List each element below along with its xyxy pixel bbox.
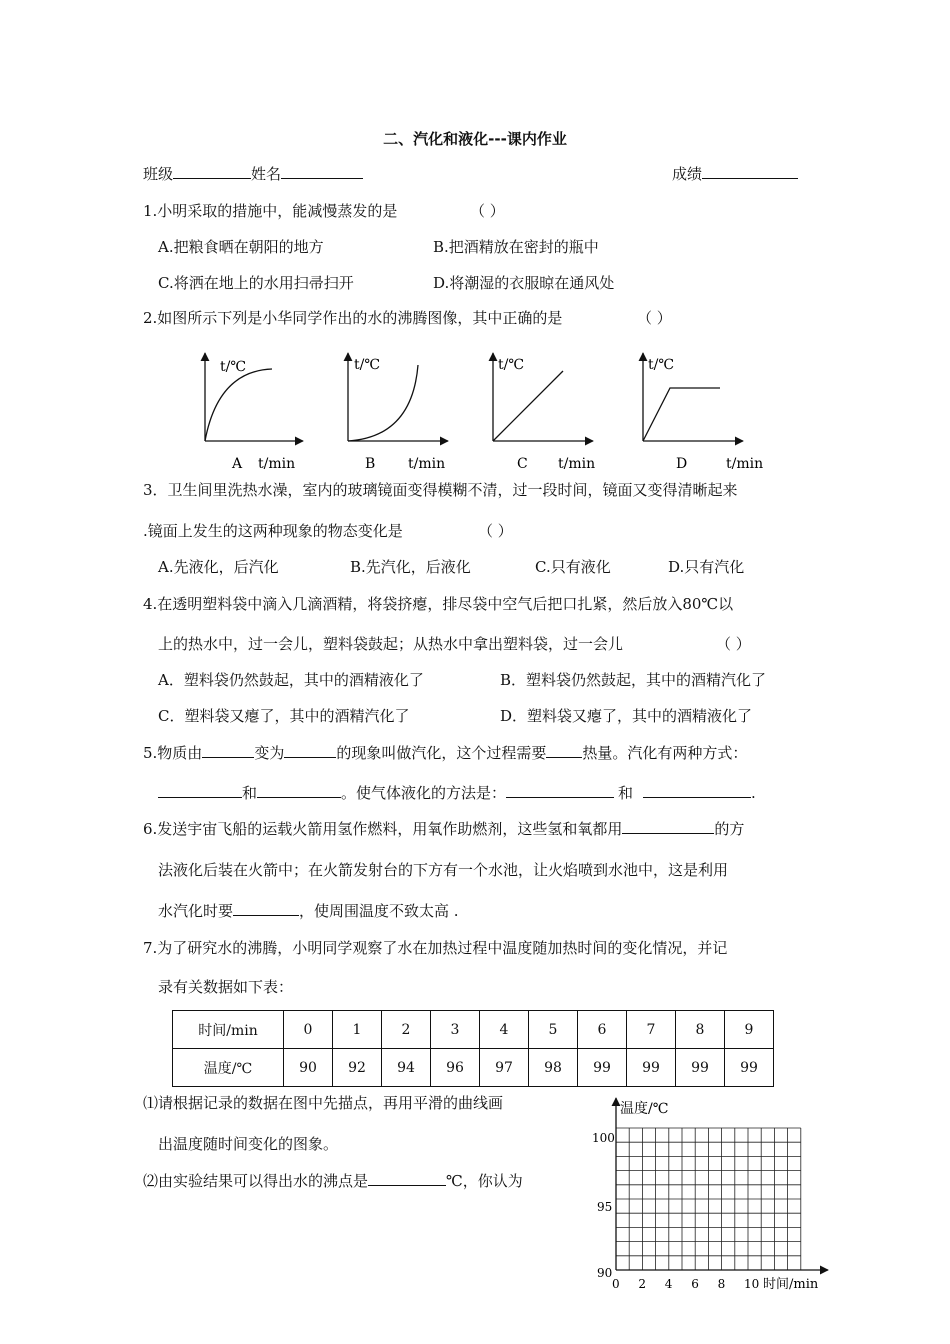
- graph-a-ylabel: t/℃: [220, 359, 247, 375]
- class-blank[interactable]: [173, 164, 251, 179]
- graph-d: [643, 353, 763, 472]
- table-cell: 9: [725, 1011, 774, 1049]
- q3-option-d: D.只有汽化: [668, 558, 745, 576]
- grid-chart[interactable]: [588, 1092, 838, 1297]
- q2-stem: 2.如图所示下列是小华同学作出的水的沸腾图像，其中正确的是: [143, 309, 563, 327]
- grid-xticks: [612, 1277, 759, 1291]
- graph-b-letter: B: [365, 456, 376, 472]
- q5-blank-4[interactable]: [158, 783, 242, 798]
- q6-line2: 法液化后装在火箭中；在火箭发射台的下方有一个水池，让火焰喷到水池中，这是利用: [158, 861, 729, 879]
- q5-line2: [158, 782, 756, 803]
- q5-text-1: 5.物质由: [143, 744, 203, 762]
- class-name-line: [143, 163, 363, 184]
- q7-sub2-line: [143, 1170, 523, 1191]
- table-cell: 99: [627, 1049, 676, 1087]
- q4-paren: （ ）: [716, 635, 751, 653]
- name-label: 姓名: [251, 165, 282, 183]
- table-cell: 99: [676, 1049, 725, 1087]
- table-cell: 3: [431, 1011, 480, 1049]
- table-cell: 2: [382, 1011, 431, 1049]
- q5-text-8: .: [751, 784, 756, 802]
- q5-text-4: 热量。汽化有两种方式：: [582, 744, 748, 762]
- q1-paren: （ ）: [470, 202, 505, 220]
- q3-line2: .镜面上发生的这两种现象的物态变化是: [143, 522, 403, 540]
- q4-option-d: D．塑料袋又瘪了，其中的酒精液化了: [500, 707, 753, 725]
- table-row-time: [173, 1011, 774, 1049]
- graph-d-xlabel: t/min: [726, 456, 764, 472]
- q4-option-a: A．塑料袋仍然鼓起，其中的酒精液化了: [158, 671, 424, 689]
- grid-ylabel: 温度/℃: [620, 1101, 669, 1117]
- table-cell: 92: [333, 1049, 382, 1087]
- q6-text-4: ，使周围温度不致太高 .: [299, 902, 459, 920]
- q7-sub2-text-2: ℃，你认为: [446, 1172, 523, 1190]
- q6-blank-2[interactable]: [233, 901, 299, 916]
- table-cell: 0: [284, 1011, 333, 1049]
- q6-blank-1[interactable]: [622, 819, 714, 834]
- q4-option-c: C．塑料袋又瘪了，其中的酒精汽化了: [158, 707, 410, 725]
- graph-b: [348, 353, 448, 472]
- class-label: 班级: [143, 165, 174, 183]
- grid-xtick: 6: [691, 1277, 699, 1291]
- table-cell: 7: [627, 1011, 676, 1049]
- q1-stem-text: 1.小明采取的措施中，能减慢蒸发的是: [143, 202, 398, 220]
- graph-d-letter: D: [676, 456, 688, 472]
- name-blank[interactable]: [281, 164, 363, 179]
- q6-text-3: 水汽化时要: [158, 902, 234, 920]
- q4-line2: 上的热水中，过一会儿，塑料袋鼓起；从热水中拿出塑料袋，过一会儿: [158, 635, 624, 653]
- table-row-temp: [173, 1049, 774, 1087]
- q5-line1: [143, 742, 747, 763]
- score-label: 成绩: [672, 165, 703, 183]
- q5-blank-1[interactable]: [202, 743, 254, 758]
- q5-text-7: 和: [618, 784, 634, 802]
- table-cell: 98: [529, 1049, 578, 1087]
- data-table: [172, 1010, 774, 1087]
- graph-b-curve: [348, 365, 418, 441]
- score-blank[interactable]: [702, 164, 798, 179]
- table-cell: 96: [431, 1049, 480, 1087]
- q1-option-d: D.将潮湿的衣服晾在通风处: [433, 274, 615, 292]
- graph-d-line: [643, 388, 720, 441]
- q1-option-a: A.把粮食晒在朝阳的地方: [158, 238, 324, 256]
- table-cell: 8: [676, 1011, 725, 1049]
- table-cell: 5: [529, 1011, 578, 1049]
- q3-option-a: A.先液化，后汽化: [158, 558, 279, 576]
- table-cell: 99: [725, 1049, 774, 1087]
- q6-line1: [143, 818, 744, 839]
- q5-text-2: 变为: [254, 744, 285, 762]
- q1-stem: [143, 200, 397, 221]
- q5-blank-3[interactable]: [546, 743, 582, 758]
- table-cell: 1: [333, 1011, 382, 1049]
- q2-paren: （ ）: [637, 309, 672, 327]
- graph-c-letter: C: [517, 456, 528, 472]
- table-cell: 6: [578, 1011, 627, 1049]
- graph-a-letter: A: [232, 456, 243, 472]
- table-cell: 97: [480, 1049, 529, 1087]
- table-cell: 94: [382, 1049, 431, 1087]
- graph-c-line: [493, 371, 563, 441]
- grid-xlabel: 时间/min: [763, 1277, 819, 1292]
- table-label-temp: 温度/℃: [173, 1049, 284, 1087]
- q5-text-5: 和: [242, 784, 258, 802]
- grid-ytick-90: 90: [597, 1266, 613, 1280]
- q1-option-c: C.将洒在地上的水用扫帚扫开: [158, 274, 354, 292]
- q5-blank-6[interactable]: [506, 783, 614, 798]
- score-line: [672, 163, 798, 184]
- q7-line1: 7.为了研究水的沸腾，小明同学观察了水在加热过程中温度随加热时间的变化情况，并记: [143, 939, 728, 957]
- grid-lines: [616, 1128, 801, 1270]
- q7-sub2-blank[interactable]: [368, 1171, 446, 1186]
- q3-option-b: B.先汽化，后液化: [350, 558, 471, 576]
- q5-blank-7[interactable]: [643, 783, 751, 798]
- graph-c-ylabel: t/℃: [498, 357, 525, 373]
- q7-sub2-text-1: ⑵由实验结果可以得出水的沸点是: [143, 1172, 369, 1190]
- q5-blank-2[interactable]: [284, 743, 336, 758]
- q7-line2: 录有关数据如下表：: [158, 978, 294, 996]
- q6-text-2: 的方: [714, 820, 745, 838]
- q5-text-6: 。使气体液化的方法是：: [341, 784, 507, 802]
- table-cell: 99: [578, 1049, 627, 1087]
- q1-option-b: B.把酒精放在密封的瓶中: [433, 238, 599, 256]
- graph-c: [493, 353, 595, 472]
- q2-graphs: [180, 345, 800, 475]
- q5-blank-5[interactable]: [257, 783, 341, 798]
- q7-sub1-line2: 出温度随时间变化的图象。: [158, 1135, 339, 1153]
- graph-b-xlabel: t/min: [408, 456, 446, 472]
- graph-a: [205, 353, 303, 472]
- grid-ytick-95: 95: [597, 1200, 613, 1214]
- q4-line1: 4.在透明塑料袋中滴入几滴酒精，将袋挤瘪，排尽袋中空气后把口扎紧，然后放入80℃以: [143, 595, 734, 613]
- grid-xtick: 4: [664, 1277, 673, 1291]
- q3-line1: 3．卫生间里洗热水澡，室内的玻璃镜面变得模糊不清，过一段时间，镜面又变得清晰起来: [143, 481, 738, 499]
- q7-sub1-line1: ⑴请根据记录的数据在图中先描点，再用平滑的曲线画: [143, 1094, 504, 1112]
- graph-a-xlabel: t/min: [258, 456, 296, 472]
- table-cell: 4: [480, 1011, 529, 1049]
- table-cell: 90: [284, 1049, 333, 1087]
- grid-xtick: 8: [717, 1277, 726, 1291]
- grid-ytick-100: 100: [592, 1131, 615, 1145]
- q6-line3: [158, 900, 459, 921]
- q3-paren: （ ）: [478, 522, 513, 540]
- q5-text-3: 的现象叫做汽化，这个过程需要: [336, 744, 547, 762]
- q6-text-1: 6.发送宇宙飞船的运载火箭用氢作燃料，用氧作助燃剂，这些氢和氧都用: [143, 820, 623, 838]
- graph-a-curve: [205, 369, 272, 441]
- q3-option-c: C.只有液化: [535, 558, 611, 576]
- page-title: 二、汽化和液化---课内作业: [383, 130, 567, 148]
- grid-xtick: 0: [612, 1277, 620, 1291]
- graph-c-xlabel: t/min: [558, 456, 596, 472]
- table-label-time: 时间/min: [173, 1011, 284, 1049]
- grid-xtick: 2: [638, 1277, 647, 1291]
- graph-b-ylabel: t/℃: [354, 357, 381, 373]
- graph-d-ylabel: t/℃: [648, 357, 675, 373]
- q4-option-b: B．塑料袋仍然鼓起，其中的酒精汽化了: [500, 671, 767, 689]
- grid-xtick: 10: [744, 1277, 760, 1291]
